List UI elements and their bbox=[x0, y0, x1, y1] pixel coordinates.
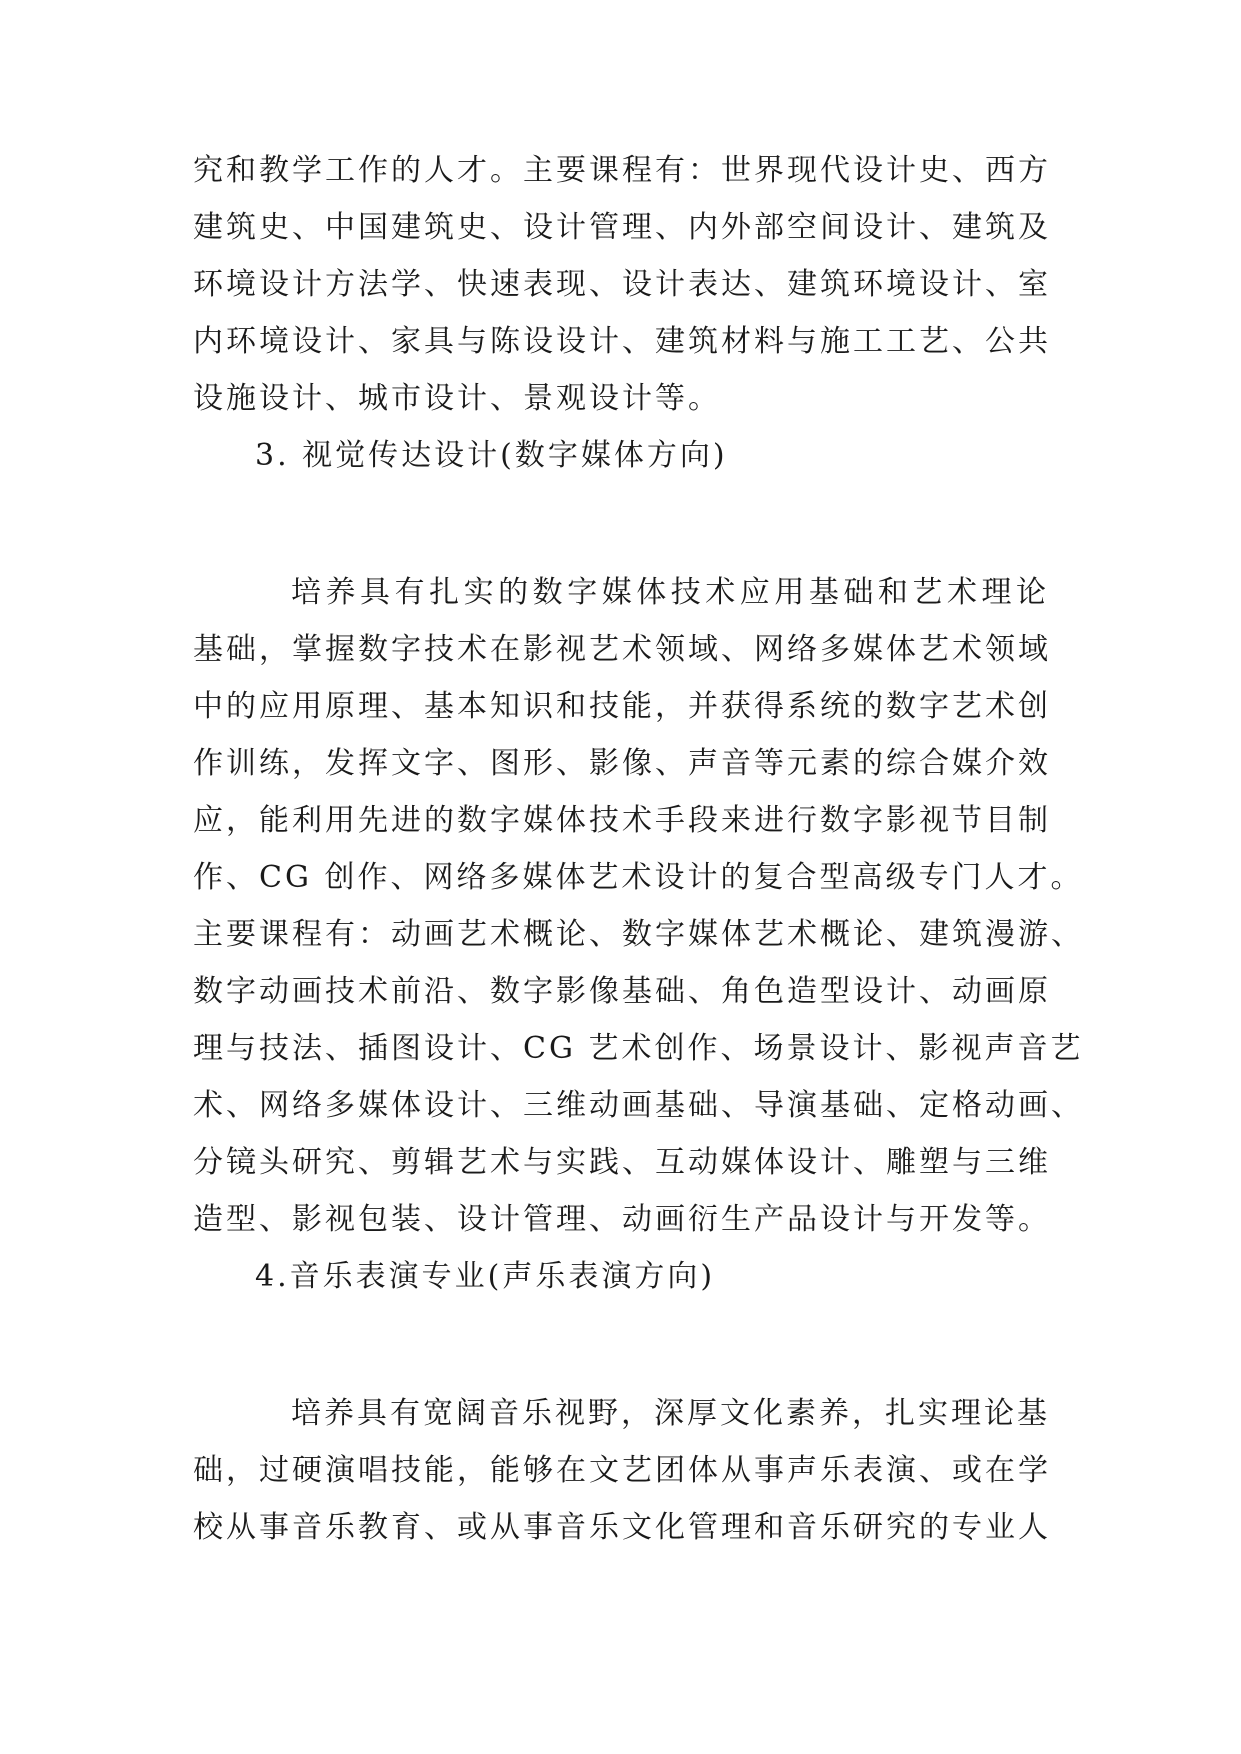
paragraph-line: 理与技法、插图设计、CG 艺术创作、场景设计、影视声音艺 bbox=[193, 1031, 1084, 1066]
paragraph-line: 培养具有宽阔音乐视野，深厚文化素养，扎实理论基 bbox=[291, 1396, 1050, 1431]
paragraph-line: 设施设计、城市设计、景观设计等。 bbox=[193, 381, 721, 416]
paragraph-line: 校从事音乐教育、或从事音乐文化管理和音乐研究的专业人 bbox=[193, 1510, 1051, 1545]
paragraph-line: 分镜头研究、剪辑艺术与实践、互动媒体设计、雕塑与三维 bbox=[193, 1145, 1051, 1180]
paragraph-line: 究和教学工作的人才。主要课程有：世界现代设计史、西方 bbox=[193, 153, 1051, 188]
paragraph-line: 环境设计方法学、快速表现、设计表达、建筑环境设计、室 bbox=[193, 267, 1051, 302]
paragraph-line: 数字动画技术前沿、数字影像基础、角色造型设计、动画原 bbox=[193, 974, 1051, 1009]
paragraph-line: 培养具有扎实的数字媒体技术应用基础和艺术理论 bbox=[291, 575, 1049, 610]
paragraph-line: 主要课程有：动画艺术概论、数字媒体艺术概论、建筑漫游、 bbox=[193, 917, 1084, 952]
paragraph-line: 作、CG 创作、网络多媒体艺术设计的复合型高级专门人才。 bbox=[193, 860, 1084, 895]
paragraph-line: 作训练，发挥文字、图形、影像、声音等元素的综合媒介效 bbox=[193, 746, 1051, 781]
paragraph-line: 应，能利用先进的数字媒体技术手段来进行数字影视节目制 bbox=[193, 803, 1051, 838]
paragraph-line: 造型、影视包装、设计管理、动画衍生产品设计与开发等。 bbox=[193, 1202, 1051, 1237]
section-heading: 4.音乐表演专业(声乐表演方向) bbox=[255, 1259, 716, 1294]
section-heading: 3. 视觉传达设计(数字媒体方向) bbox=[255, 438, 728, 473]
paragraph-line: 中的应用原理、基本知识和技能，并获得系统的数字艺术创 bbox=[193, 689, 1051, 724]
paragraph-line: 础，过硬演唱技能，能够在文艺团体从事声乐表演、或在学 bbox=[193, 1453, 1051, 1488]
paragraph-line: 建筑史、中国建筑史、设计管理、内外部空间设计、建筑及 bbox=[193, 210, 1051, 245]
paragraph-line: 内环境设计、家具与陈设设计、建筑材料与施工工艺、公共 bbox=[193, 324, 1051, 359]
paragraph-line: 术、网络多媒体设计、三维动画基础、导演基础、定格动画、 bbox=[193, 1088, 1084, 1123]
paragraph-line: 基础，掌握数字技术在影视艺术领域、网络多媒体艺术领域 bbox=[193, 632, 1051, 667]
